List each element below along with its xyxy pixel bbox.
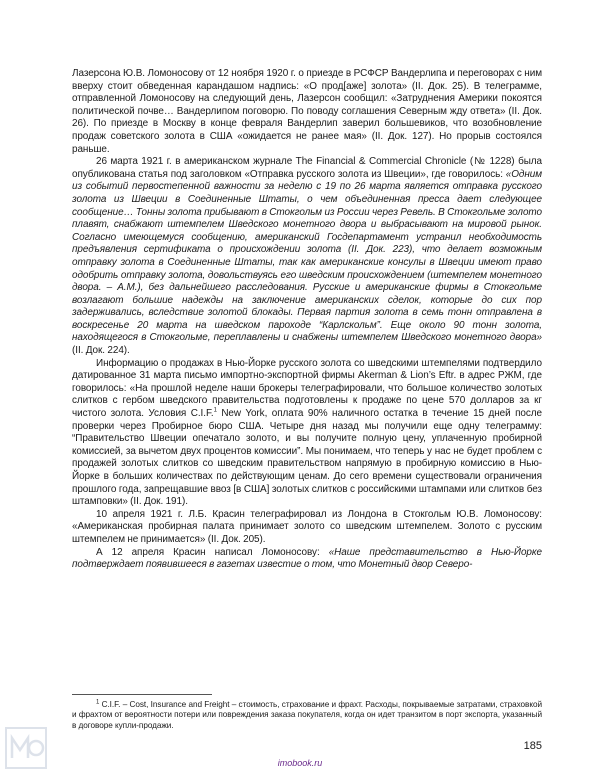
paragraph-text: 10 апреля 1921 г. Л.Б. Красин телеграфировал из Лондона в Стокгольм Ю.В. Ломоносову: «Американская пробирная палата принимает золото со шведским штемпелем. Золото с русским штемпелем не принимается» (II. Док. 205). [72, 508, 542, 545]
footnote-reference: 1 [213, 407, 217, 414]
page-body [72, 68, 542, 572]
paragraph [72, 509, 542, 547]
quoted-text: «Наше представительство в Нью-Йорке подтверждает появившееся в газетах известие о том, что Монетный двор Северо- [72, 546, 542, 571]
paragraph [72, 68, 542, 156]
footnote [72, 700, 542, 731]
footnote-text: C.I.F. – Cost, Insurance and Freight – стоимость, страхование и фрахт. Расходы, покрываемые затратами, страховкой и фрахтом от вероятности потери или повреждения заказа покупателя, когда он идет транзитом в порт экспорта, указанный в договоре купли-продажи. [72, 700, 542, 730]
paragraph-text: Лазерсона Ю.В. Ломоносову от 12 ноября 1920 г. о приезде в РСФСР Вандерлипа и переговорах с ним вверху стоит обведенная карандашом надпись: «О прод[аже] золота» (II. Док. 25). В телеграмме, отправленной Ломоносову на следующий день, Лазерсон сообщил: «Затруднения Америки покоятся политической почве… Вандерлипом поговорю. По поводу соглашения Северным жду ответа» (II. Док. 26). По приезде в Москву в конце февраля Вандерлип заверил большевиков, что возобновление продаж советского золота в США «ожидается не ранее мая» (II. Док. 127). Но прорыв состоялся раньше. [72, 68, 542, 155]
paragraph-text: New York, оплата 90% наличного остатка в течение 15 дней после проверки через Пробирное бюро США. Четыре дня назад мы получили еще одну телеграмму: “Правительство Швеции опечатало золото, и вы получите полную цену, уплаченную пробирной комиссией, за вычетом двух процентов комиссии”. Мы понимаем, что теперь у нас не будет проблем с продажей золотых слитков со шведским правительством напрямую в пробирную комиссию в Нью-Йорке в больших количествах по действующим ценам. До сего времени существовали ограничения прошлого года, запрещавшие ввоз [в США] золотых слитков с российскими штампами или слитков без штамповки» (II. Док. 191). [72, 408, 542, 508]
footnote-marker: 1 [96, 699, 100, 706]
site-link[interactable]: imobook.ru [277, 758, 323, 768]
page-number: 185 [523, 740, 542, 752]
paragraph [72, 156, 542, 358]
footnote-divider [72, 694, 212, 695]
paragraph [72, 358, 542, 509]
paragraph-text: (II. Док. 224). [72, 345, 130, 357]
publisher-logo-icon [4, 726, 48, 770]
paragraph-text: А 12 апреля Красин написал Ломоносову: [96, 546, 329, 558]
quoted-text: «Одним из событий первостепенной важности за неделю с 19 по 26 марта является отправка русского золота из Швеции в Соединенные Штаты, о чем объединенная пресса дает следующее сообщение… Тонны золота прибывают в Стокгольм из России через Ревель. В Стокгольме золото плавят, снабжают штемпелем Шведского монетного двора и выбрасывают на мировой рынок. Согласно имеющемуся сообщению, американский Госдепартамент устранил необходимость предъявления сертификата о происхождении золота (II. Док. 223), что делает возможным отправку золота в Соединенные Штаты, так как американские консулы в Швеции имеют право одобрить отправку золота, довольствуясь его шведским происхождением (штемпелем монетного двора. – А.М.), без дальнейшего расследования. Русские и американские фирмы в Стокгольме возлагают большие надежды на заключение американских сделок, которые до сих пор задерживались, вследствие золотой блокады. Первая партия золота в семь тонн отправлена в воскресенье 20 марта на шведском пароходе “Карлскольм”. Еще около 90 тонн золота, находящегося в Стокгольме, переплавлены и снабжены штемпелем Шведского монетного двора» [72, 168, 542, 344]
paragraph-text: Информацию о продажах в Нью-Йорке русского золота со шведскими штемпелями подтвердило датированное 31 марта письмо импортно-экспортной фирмы Akerman & Lion’s Eftr. в адрес РЖМ, где говорилось: «На прошлой неделе наши брокеры телеграфировали, что большое количество золотых слитков с гербом шведского правительства подготовлены к продаже по цене 570 долларов за кг чистого золота. Условия C.I.F. [72, 357, 542, 420]
paragraph-text: 26 марта 1921 г. в американском журнале The Financial & Commercial Chronicle (№ 1228) была опубликована статья под заголовком «Отправка русского золота из Швеции», где говорилось: [72, 156, 542, 180]
paragraph [72, 547, 542, 572]
main-text [72, 68, 542, 572]
